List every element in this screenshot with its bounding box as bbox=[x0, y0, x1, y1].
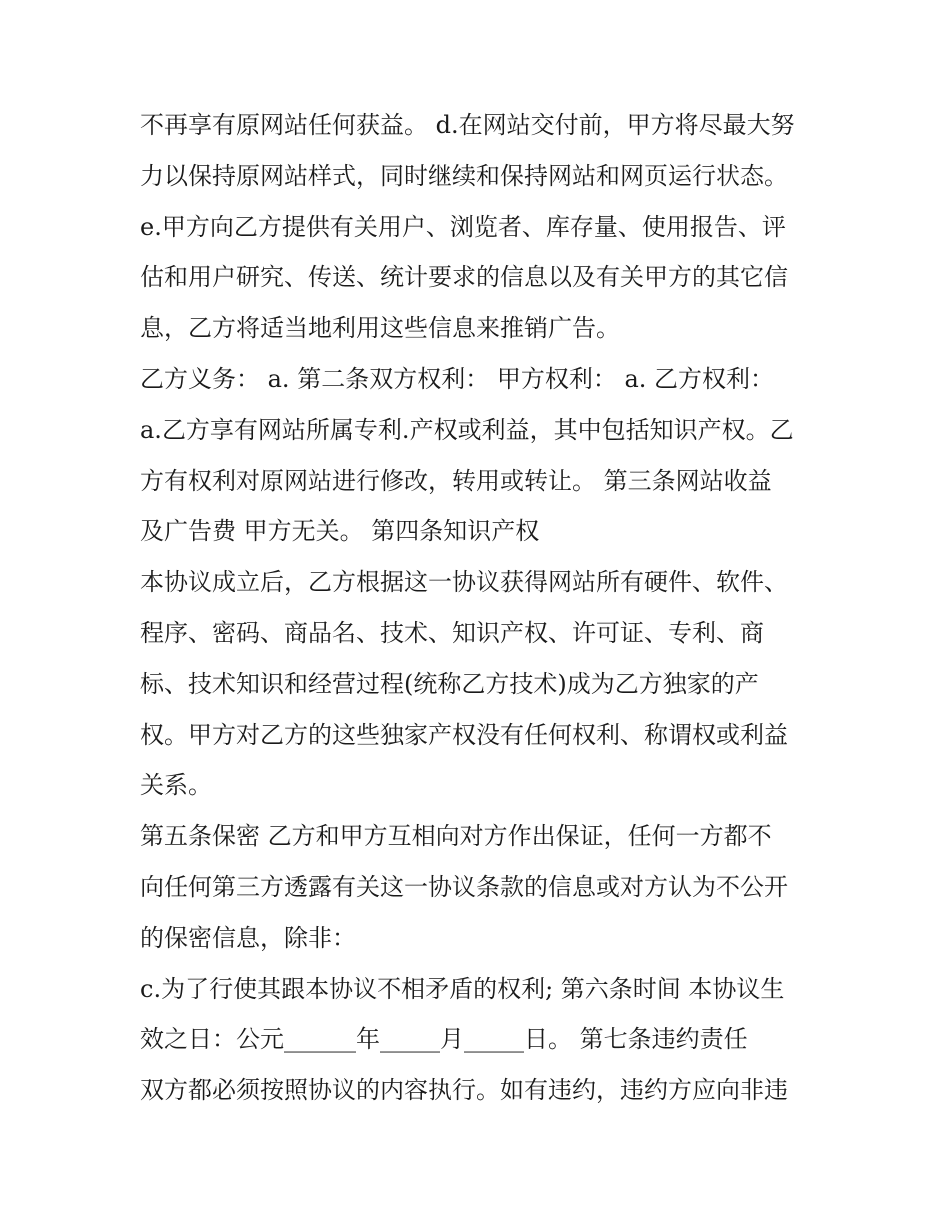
text-line: 方有权利对原网站进行修改，转用或转让。 第三条网站收益 bbox=[140, 466, 772, 495]
text-line: 权。甲方对乙方的这些独家产权没有任何权利、称谓权或利益 bbox=[140, 720, 788, 749]
text-line: 效之日：公元______年_____月_____日。 第七条违约责任 bbox=[140, 1025, 748, 1054]
text-line: 程序、密码、商品名、技术、知识产权、许可证、专利、商 bbox=[140, 618, 764, 647]
text-line: 标、技术知识和经营过程(统称乙方技术)成为乙方独家的产 bbox=[140, 669, 759, 698]
text-line: 及广告费 甲方无关。 第四条知识产权 bbox=[140, 517, 540, 546]
text-line: 力以保持原网站样式，同时继续和保持网站和网页运行状态。 bbox=[140, 161, 788, 190]
text-line: 的保密信息，除非： bbox=[140, 923, 356, 952]
text-line: e.甲方向乙方提供有关用户、浏览者、库存量、使用报告、评 bbox=[140, 212, 786, 241]
text-line: c.为了行使其跟本协议不相矛盾的权利; 第六条时间 本协议生 bbox=[140, 974, 785, 1003]
text-line: 乙方义务： a. 第二条双方权利： 甲方权利： a. 乙方权利： bbox=[140, 364, 775, 393]
text-line: 本协议成立后，乙方根据这一协议获得网站所有硬件、软件、 bbox=[140, 568, 788, 597]
text-line: a.乙方享有网站所属专利.产权或利益，其中包括知识产权。乙 bbox=[140, 415, 794, 444]
text-line: 双方都必须按照协议的内容执行。如有违约，违约方应向非违 bbox=[140, 1076, 788, 1105]
text-line: 估和用户研究、传送、统计要求的信息以及有关甲方的其它信 bbox=[140, 263, 788, 292]
text-line: 息，乙方将适当地利用这些信息来推销广告。 bbox=[140, 314, 620, 343]
contract-text bbox=[140, 100, 840, 1116]
text-line: 第五条保密 乙方和甲方互相向对方作出保证，任何一方都不 bbox=[140, 822, 772, 851]
text-line: 关系。 bbox=[140, 771, 212, 800]
text-line: 不再享有原网站任何获益。 d.在网站交付前，甲方将尽最大努 bbox=[140, 111, 795, 139]
text-line: 向任何第三方透露有关这一协议条款的信息或对方认为不公开 bbox=[140, 872, 788, 901]
